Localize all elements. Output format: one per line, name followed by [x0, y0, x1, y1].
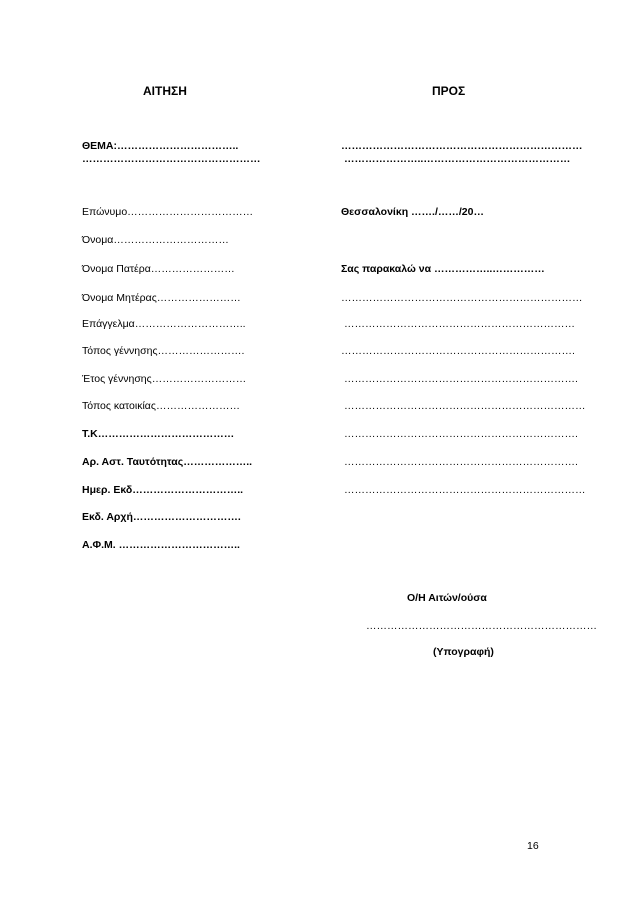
subject-field[interactable]: ΘΕΜΑ:……………………………..	[82, 140, 239, 152]
applicant-label: Ο/Η Αιτών/ούσα	[407, 592, 487, 604]
postcode-field[interactable]: Τ.Κ…………………………………	[82, 428, 235, 440]
request-text-line[interactable]: ………………………………………………………….	[344, 456, 578, 468]
request-text-line[interactable]: …………………………………………………………	[344, 318, 575, 330]
residence-field[interactable]: Τόπος κατοικίας……………………	[82, 400, 240, 412]
page-number: 16	[527, 840, 539, 852]
subject-continuation-field[interactable]: ……………………………………………	[82, 153, 261, 165]
request-text-line[interactable]: ………………………………………………………….	[341, 345, 575, 357]
request-text-line[interactable]: ………………………………………………………….	[344, 373, 578, 385]
surname-field[interactable]: Επώνυμο………………………………	[82, 206, 254, 218]
issue-date-field[interactable]: Ημερ. Εκδ…………………………..	[82, 484, 244, 496]
tax-id-field[interactable]: Α.Φ.Μ. ……………………………..	[82, 539, 240, 551]
signature-line[interactable]: …………………………………………………………	[366, 620, 597, 632]
request-text-line[interactable]: ……………………………………………………………	[344, 484, 586, 496]
signature-caption: (Υπογραφή)	[433, 646, 494, 658]
mother-name-field[interactable]: Όνομα Μητέρας……………………	[82, 292, 241, 304]
place-date-field[interactable]: Θεσσαλονίκη ……./……/20…	[341, 206, 484, 218]
request-text-line[interactable]: ……………………………………………………………	[344, 400, 586, 412]
issuing-authority-field[interactable]: Εκδ. Αρχή………………………….	[82, 511, 241, 523]
recipient-heading: ΠΡΟΣ	[432, 84, 466, 98]
application-title: ΑΙΤΗΣΗ	[143, 84, 187, 98]
request-text-line[interactable]: ……………………………………………………………	[341, 292, 583, 304]
profession-field[interactable]: Επάγγελμα…………………………..	[82, 318, 246, 330]
birthplace-field[interactable]: Τόπος γέννησης…………………….	[82, 345, 245, 357]
id-number-field[interactable]: Αρ. Αστ. Ταυτότητας………………..	[82, 456, 253, 468]
request-line[interactable]: Σας παρακαλώ να ……………..……………	[341, 263, 545, 275]
recipient-line-1[interactable]: ……………………………………………………………	[341, 140, 583, 152]
father-name-field[interactable]: Όνομα Πατέρα……………………	[82, 263, 235, 275]
name-field[interactable]: Όνομα……………………………	[82, 234, 229, 246]
birth-year-field[interactable]: Έτος γέννησης………………………	[82, 373, 247, 385]
recipient-line-2[interactable]: …………………..……………………………………	[344, 153, 571, 165]
request-text-line[interactable]: ………………………………………………………….	[344, 428, 578, 440]
